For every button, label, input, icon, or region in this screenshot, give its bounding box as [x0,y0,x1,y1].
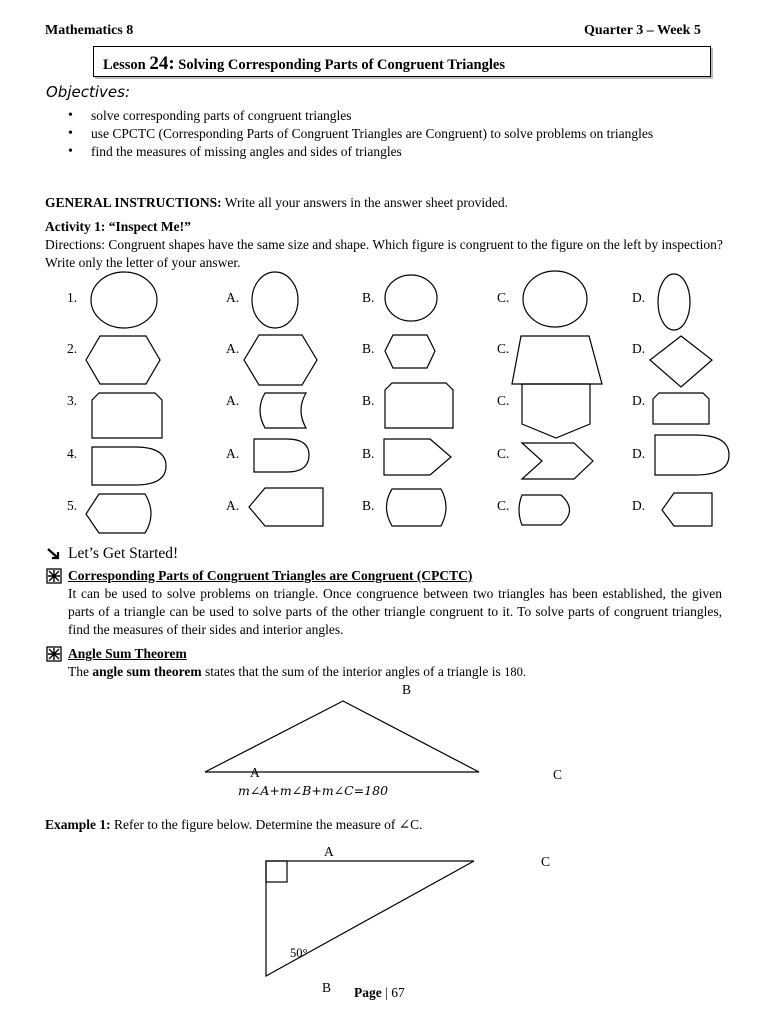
quarter-week: Quarter 3 – Week 5 [584,23,701,38]
triangle-2-label-b: B [322,980,332,995]
arrow-down-right-icon [46,546,62,562]
general-instructions-text: Write all your answers in the answer sheet provided. [221,195,509,210]
shape-5-hex-rounded [86,494,151,533]
angle-sum-formula: m∠A+m∠B+m∠C=180 [238,783,389,798]
item-number: 4. [67,446,78,461]
option-5c-rounded [519,495,570,525]
activity-directions: Directions: Congruent shapes have the same size and shape. Which figure is congruent to the figure on the left by inspection? Write only the letter of your answer. [45,237,723,270]
option-2a-hexagon [244,335,317,385]
shape-4-rounded-rect [92,447,166,485]
option-2c-trapezoid [512,336,602,384]
option-label: C. [497,341,510,356]
angle-sum-post: states that the sum of the interior angles of a triangle is [201,664,505,679]
option-label: C. [497,393,510,408]
option-1d-ellipse [658,274,690,330]
boxed-star-icon [46,568,62,584]
option-1a-ellipse [252,272,298,328]
option-1c-ellipse [523,271,587,327]
shape-2-hexagon [86,336,160,384]
angle-sum-pre: The [68,664,93,679]
example-1 [45,816,725,834]
option-5d-hex-arrow [662,493,712,526]
triangle-1-label-b: B [402,682,412,697]
triangle-1-label-a: A [250,765,260,780]
triangle-1-figure [0,690,768,790]
triangle-2-label-a: A [324,844,334,859]
page-number: 67 [391,985,405,1000]
item-number: 5. [67,498,78,513]
triangle-2-angle: 50° [290,946,308,960]
option-1b-ellipse [385,275,437,321]
option-2b-hexagon [385,335,435,368]
option-label: B. [362,446,375,461]
lesson-title-text: Solving Corresponding Parts of Congruent Triangles [178,57,505,73]
page-footer: Page | 67 [354,985,405,1000]
option-3d-notched-rect [653,393,709,424]
angle-sum-bold: angle sum theorem [92,664,202,679]
option-label: D. [632,341,646,356]
option-label: B. [362,498,375,513]
option-label: D. [632,446,646,461]
example-1-text: Refer to the figure below. Determine the measure of ∠C. [110,817,423,832]
option-label: D. [632,290,646,305]
general-instructions-label: GENERAL INSTRUCTIONS: [45,195,222,210]
option-5a-hex-arrow [249,488,323,526]
cpctc-heading: Corresponding Parts of Congruent Triangles are Congruent (CPCTC) [68,568,473,583]
option-label: B. [362,341,375,356]
triangle-1 [205,701,479,772]
lets-get-started: Let’s Get Started! [68,545,179,562]
option-label: A. [226,290,240,305]
option-label: C. [497,498,510,513]
option-label: B. [362,290,375,305]
option-2d-diamond [650,336,712,387]
option-label: C. [497,446,510,461]
option-3a-curved-rect [260,393,306,428]
option-3c-pentagon [522,384,590,438]
option-4c-chevron [522,443,593,479]
option-4d-rounded-rect [655,435,729,475]
page-label: Page [354,985,382,1000]
objective-item: • use CPCTC (Corresponding Parts of Congruent Triangles are Congruent) to solve problems on triangles [68,125,721,143]
example-1-label: Example 1: [45,817,111,832]
right-angle-marker [266,861,287,882]
subject-title: Mathematics 8 [45,23,134,38]
triangle-2-label-c: C [541,854,551,869]
objective-item: • solve corresponding parts of congruent triangles [68,107,722,125]
angle-sum-heading: Angle Sum Theorem [68,646,187,661]
option-label: C. [497,290,510,305]
item-number: 1. [67,290,78,305]
triangle-1-label-c: C [553,767,563,782]
lesson-prefix: Lesson [103,57,146,73]
option-label: B. [362,393,375,408]
boxed-star-icon [46,646,62,662]
option-4b-arrow-pentagon [384,439,451,475]
cpctc-text: It can be used to solve problems on triangle. Once congruence between two triangles has been established, the given parts of a triangle can be used to solve parts of the other triangle congruent to it. To solve parts of congruent triangles, find the measures of their sides and interior angles. [68,586,722,637]
objective-item: • find the measures of missing angles and sides of triangles [68,143,722,161]
angle-sum-value: 180. [504,665,527,679]
option-label: A. [226,498,240,513]
option-label: A. [226,341,240,356]
option-4a-rounded-rect [254,439,309,472]
lesson-number: 24: [149,53,175,74]
angle-sum-text [68,663,722,681]
item-number: 2. [67,341,78,356]
option-5b-rounded [387,489,447,526]
option-label: A. [226,446,240,461]
shape-1-ellipse [91,272,157,328]
item-number: 3. [67,393,78,408]
objectives-heading: Objectives: [46,83,130,101]
option-label: D. [632,393,646,408]
option-label: D. [632,498,646,513]
option-3b-notched-rect [385,383,453,428]
triangle-2-figure [0,850,768,990]
shape-3-notched-rect [92,393,162,438]
option-label: A. [226,393,240,408]
activity-title: Activity 1: “Inspect Me!” [45,219,191,234]
